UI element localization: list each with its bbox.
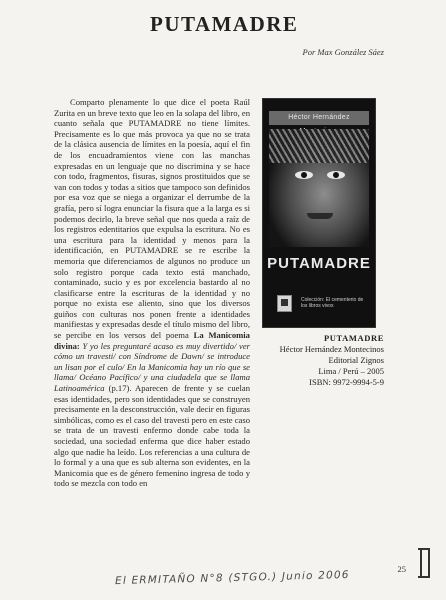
publisher-logo-icon: [277, 295, 292, 312]
cover-left-eye: [295, 171, 313, 179]
book-cover-image: [262, 98, 376, 328]
author-line: Por Max González Sáez: [302, 47, 384, 57]
book-info-isbn: ISBN: 9972-9994-5-9: [309, 377, 384, 387]
cover-mouth: [307, 213, 333, 219]
cover-hair-texture: [269, 129, 369, 163]
book-info-publisher: Editorial Zignos: [328, 355, 384, 365]
page-title: PUTAMADRE: [150, 12, 299, 36]
cover-collection-text: Colección: El cementerio de los libros vivos: [301, 297, 364, 309]
cover-right-eye: [327, 171, 345, 179]
magazine-mark-icon: [420, 548, 430, 578]
book-info-title: PUTAMADRE: [323, 333, 384, 343]
article-body: [54, 97, 250, 489]
poem-quote: Y yo les preguntaré acaso es muy divertido/ ver cómo un travesti/ con Síndrome de Dawn/ se introduce un lisan por el culo/ En la Manicomia hay un río que se llama/ Océano Pacífico/ y una ciudadela que se llama Latinoamérica: [54, 340, 250, 394]
book-info-place-year: Lima / Perú – 2005: [318, 366, 384, 376]
handwritten-annotation: El ERMITAÑO N°8 (STGO.) Junio 2006: [114, 568, 350, 588]
book-info-author: Héctor Hernández Montecinos: [279, 344, 384, 354]
page-number: 25: [397, 564, 406, 574]
poem-title: La Manicomia divina:: [54, 330, 250, 351]
body-text-start: Comparto plenamente lo que dice el poeta Raúl Zurita en un breve texto que leo en la solapa del libro, en cuanto señala que PUTAMADRE no tiene límites. Precisamente es lo que más provoca ya que no se trata de la clásica ausencia de límites en la poesía, aquí el fin de los encuadramientos viene con las manchas expresadas en un lenguaje que no discrimina y se hace con todo, fragmentos, fisuras, signos prostituidos que se van con todos y todas a sitios que tampoco son definidos por esa voz que se niega a organizar el derrumbe de la grafía, pero sí logra enunciar la fisura que a la larga es si podemos decirlo, la breve señal que nos queda a raíz de los registros edentitarios que expulsa la escritura. No es una escritura para la identidad y menos para la identificación, en PUTAMADRE se re escribe la memoria que diferenciamos de algunos no produce un solo registro porque cada texto está manchado, contaminado, sucio y es por excelencia bastardo al no clasificarse entre la escrituras de la identidad y no porque no exista ese aliento, sino que los diversos guiños con culturas nos ponen frente a identidades manifiestas y expresadas desde el título mismo del libro, se percibe en los versos del poema: [54, 97, 250, 341]
cover-face-illustration: [269, 129, 369, 247]
cover-title: PUTAMADRE: [267, 255, 371, 272]
book-info: [280, 333, 384, 388]
cover-author-band: Héctor Hernández: [269, 111, 369, 125]
body-text-end: (p.17). Aparecen de frente y se cuelan esas identidades, pero son identidades que se construyen precisamente en la desconstrucción, vale decir en figuras simbólicas, como es el caso del travesti pero en este caso se trata de un travesti enfermo donde cabe toda la sociedad, una sociedad enferma que dice haber estado algo que nadie ha leído. Los referencias a una cultura de lo formal y a una que es sub alterna son evidentes, en la Manicomia que es de género femenino ingresa de todo y todo se mezcla con todo en: [54, 383, 250, 489]
